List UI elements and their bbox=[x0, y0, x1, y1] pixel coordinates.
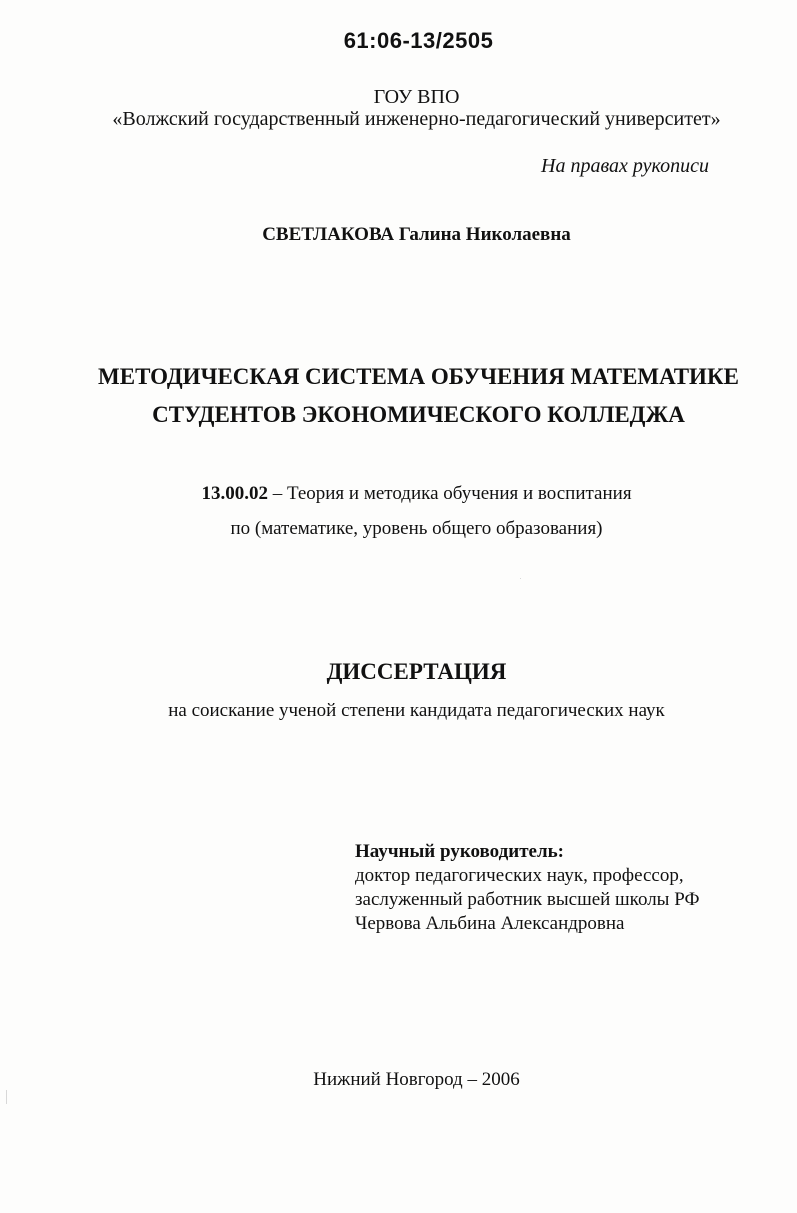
work-type: ДИССЕРТАЦИЯ bbox=[326, 659, 507, 684]
specialty-line bbox=[18, 483, 797, 505]
supervisor-honor: заслуженный работник высшей школы РФ bbox=[355, 889, 700, 910]
archive-code: 61:06-13/2505 bbox=[343, 28, 494, 53]
supervisor-heading: Научный руководитель: bbox=[355, 841, 564, 862]
dissertation-title-line-2: СТУДЕНТОВ ЭКОНОМИЧЕСКОГО КОЛЛЕДЖА bbox=[152, 402, 685, 427]
specialty-code: 13.00.02 bbox=[201, 483, 268, 504]
institution-type: ГОУ ВПО bbox=[373, 86, 460, 108]
manuscript-note: На правах рукописи bbox=[541, 155, 709, 177]
supervisor-block bbox=[355, 840, 699, 936]
specialty-name: – Теория и методика обучения и воспитания bbox=[267, 483, 632, 504]
scan-artifact bbox=[520, 578, 521, 579]
supervisor-name: Червова Альбина Александровна bbox=[355, 913, 625, 934]
specialty-scope: по (математике, уровень общего образования) bbox=[230, 518, 603, 539]
degree-line: на соискание ученой степени кандидата педагогических наук bbox=[168, 700, 665, 721]
dissertation-title-line-1: МЕТОДИЧЕСКАЯ СИСТЕМА ОБУЧЕНИЯ МАТЕМАТИКЕ bbox=[98, 364, 739, 389]
scan-artifact bbox=[6, 1090, 7, 1104]
supervisor-title: доктор педагогических наук, профессор, bbox=[355, 865, 684, 886]
author-name: СВЕТЛАКОВА Галина Николаевна bbox=[262, 224, 571, 245]
university-name: «Волжский государственный инженерно-педагогический университет» bbox=[112, 108, 721, 130]
city-year: Нижний Новгород – 2006 bbox=[313, 1069, 520, 1090]
